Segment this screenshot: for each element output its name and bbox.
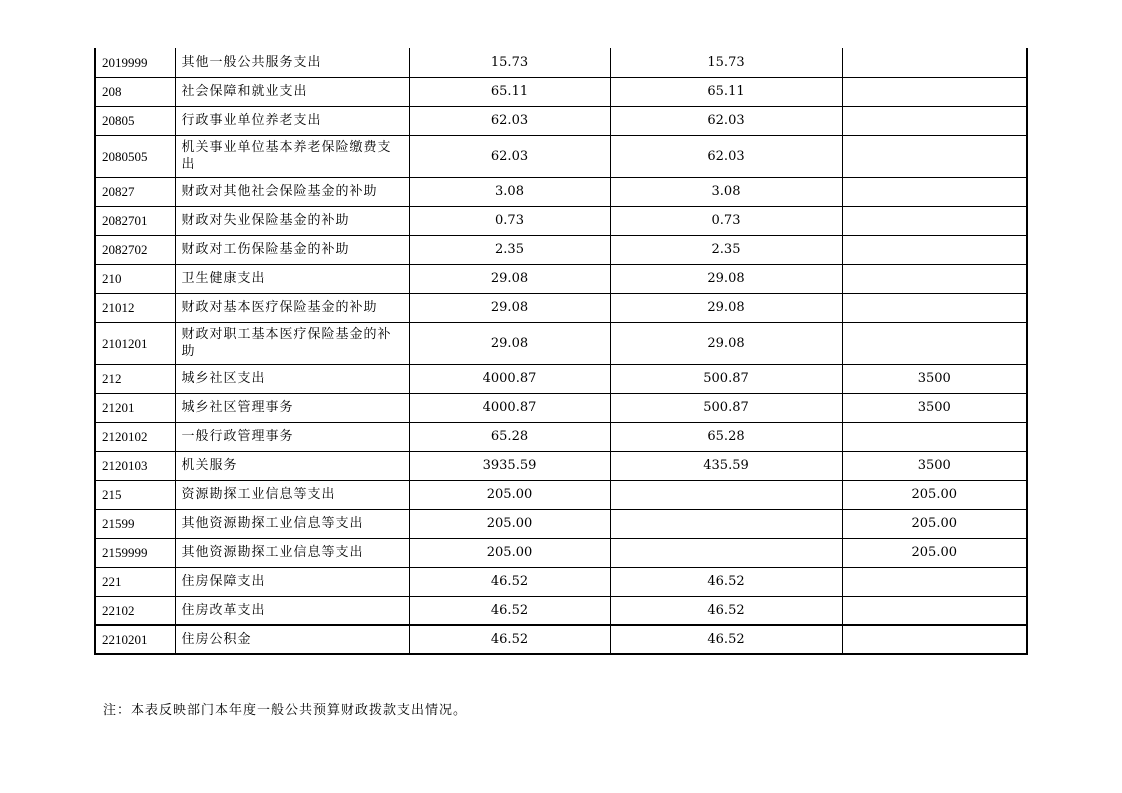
table-row	[95, 293, 1027, 322]
total-cell: 46.52	[409, 596, 610, 625]
subject-name-cell: 其他资源勘探工业信息等支出	[175, 538, 409, 567]
subject-code-cell: 2082701	[95, 206, 175, 235]
basic-expenditure-cell: 29.08	[610, 322, 842, 364]
project-expenditure-cell: 205.00	[842, 480, 1027, 509]
subject-name-cell: 卫生健康支出	[175, 264, 409, 293]
subject-name-cell: 行政事业单位养老支出	[175, 106, 409, 135]
project-expenditure-cell	[842, 48, 1027, 77]
subject-name-cell: 机关事业单位基本养老保险缴费支出	[175, 135, 409, 177]
project-expenditure-cell: 205.00	[842, 509, 1027, 538]
subject-code-cell: 2120102	[95, 422, 175, 451]
basic-expenditure-cell: 500.87	[610, 364, 842, 393]
project-expenditure-cell	[842, 567, 1027, 596]
basic-expenditure-cell	[610, 480, 842, 509]
basic-expenditure-cell: 29.08	[610, 264, 842, 293]
basic-expenditure-cell: 2.35	[610, 235, 842, 264]
subject-code-cell: 20805	[95, 106, 175, 135]
project-expenditure-cell	[842, 135, 1027, 177]
basic-expenditure-cell: 62.03	[610, 135, 842, 177]
total-cell: 205.00	[409, 480, 610, 509]
subject-name-cell: 其他一般公共服务支出	[175, 48, 409, 77]
table-row	[95, 364, 1027, 393]
subject-name-cell: 财政对失业保险基金的补助	[175, 206, 409, 235]
table-row	[95, 596, 1027, 625]
total-cell: 4000.87	[409, 364, 610, 393]
basic-expenditure-cell	[610, 538, 842, 567]
basic-expenditure-cell: 65.11	[610, 77, 842, 106]
table-row	[95, 480, 1027, 509]
budget-expenditure-table	[94, 48, 1028, 655]
table-row	[95, 451, 1027, 480]
subject-code-cell: 215	[95, 480, 175, 509]
basic-expenditure-cell: 46.52	[610, 567, 842, 596]
total-cell: 65.11	[409, 77, 610, 106]
project-expenditure-cell	[842, 322, 1027, 364]
table-row	[95, 538, 1027, 567]
subject-code-cell: 2120103	[95, 451, 175, 480]
subject-code-cell: 21201	[95, 393, 175, 422]
total-cell: 29.08	[409, 264, 610, 293]
subject-code-cell: 21599	[95, 509, 175, 538]
project-expenditure-cell	[842, 177, 1027, 206]
subject-name-cell: 财政对职工基本医疗保险基金的补助	[175, 322, 409, 364]
project-expenditure-cell	[842, 235, 1027, 264]
project-expenditure-cell: 3500	[842, 451, 1027, 480]
project-expenditure-cell	[842, 422, 1027, 451]
subject-name-cell: 财政对工伤保险基金的补助	[175, 235, 409, 264]
basic-expenditure-cell: 435.59	[610, 451, 842, 480]
table-row	[95, 135, 1027, 177]
total-cell: 205.00	[409, 538, 610, 567]
table-row	[95, 235, 1027, 264]
project-expenditure-cell	[842, 264, 1027, 293]
table-row	[95, 77, 1027, 106]
subject-name-cell: 财政对其他社会保险基金的补助	[175, 177, 409, 206]
table-row	[95, 625, 1027, 654]
table-row	[95, 206, 1027, 235]
subject-name-cell: 一般行政管理事务	[175, 422, 409, 451]
subject-code-cell: 20827	[95, 177, 175, 206]
project-expenditure-cell	[842, 77, 1027, 106]
project-expenditure-cell	[842, 206, 1027, 235]
total-cell: 65.28	[409, 422, 610, 451]
subject-code-cell: 2159999	[95, 538, 175, 567]
basic-expenditure-cell: 65.28	[610, 422, 842, 451]
subject-name-cell: 城乡社区管理事务	[175, 393, 409, 422]
subject-code-cell: 2082702	[95, 235, 175, 264]
basic-expenditure-cell: 3.08	[610, 177, 842, 206]
subject-code-cell: 2080505	[95, 135, 175, 177]
table-row	[95, 422, 1027, 451]
table-row	[95, 264, 1027, 293]
subject-code-cell: 22102	[95, 596, 175, 625]
subject-code-cell: 221	[95, 567, 175, 596]
basic-expenditure-cell: 15.73	[610, 48, 842, 77]
total-cell: 2.35	[409, 235, 610, 264]
subject-name-cell: 住房改革支出	[175, 596, 409, 625]
project-expenditure-cell: 205.00	[842, 538, 1027, 567]
table-row	[95, 509, 1027, 538]
table-row	[95, 567, 1027, 596]
total-cell: 46.52	[409, 567, 610, 596]
subject-code-cell: 208	[95, 77, 175, 106]
total-cell: 62.03	[409, 135, 610, 177]
basic-expenditure-cell: 29.08	[610, 293, 842, 322]
subject-name-cell: 资源勘探工业信息等支出	[175, 480, 409, 509]
subject-name-cell: 财政对基本医疗保险基金的补助	[175, 293, 409, 322]
total-cell: 4000.87	[409, 393, 610, 422]
subject-name-cell: 住房公积金	[175, 625, 409, 654]
subject-code-cell: 212	[95, 364, 175, 393]
total-cell: 15.73	[409, 48, 610, 77]
total-cell: 3.08	[409, 177, 610, 206]
table-footnote: 注：本表反映部门本年度一般公共预算财政拨款支出情况。	[103, 703, 468, 718]
total-cell: 3935.59	[409, 451, 610, 480]
project-expenditure-cell	[842, 596, 1027, 625]
total-cell: 62.03	[409, 106, 610, 135]
basic-expenditure-cell	[610, 509, 842, 538]
basic-expenditure-cell: 0.73	[610, 206, 842, 235]
subject-name-cell: 机关服务	[175, 451, 409, 480]
subject-name-cell: 住房保障支出	[175, 567, 409, 596]
subject-code-cell: 21012	[95, 293, 175, 322]
total-cell: 46.52	[409, 625, 610, 654]
table-row	[95, 322, 1027, 364]
subject-name-cell: 其他资源勘探工业信息等支出	[175, 509, 409, 538]
subject-name-cell: 城乡社区支出	[175, 364, 409, 393]
project-expenditure-cell	[842, 293, 1027, 322]
table-row	[95, 177, 1027, 206]
table-row	[95, 48, 1027, 77]
project-expenditure-cell: 3500	[842, 364, 1027, 393]
subject-code-cell: 2210201	[95, 625, 175, 654]
table-row	[95, 106, 1027, 135]
total-cell: 29.08	[409, 322, 610, 364]
total-cell: 29.08	[409, 293, 610, 322]
subject-code-cell: 210	[95, 264, 175, 293]
project-expenditure-cell	[842, 625, 1027, 654]
total-cell: 205.00	[409, 509, 610, 538]
total-cell: 0.73	[409, 206, 610, 235]
basic-expenditure-cell: 62.03	[610, 106, 842, 135]
basic-expenditure-cell: 46.52	[610, 625, 842, 654]
subject-code-cell: 2101201	[95, 322, 175, 364]
project-expenditure-cell: 3500	[842, 393, 1027, 422]
table-row	[95, 393, 1027, 422]
subject-name-cell: 社会保障和就业支出	[175, 77, 409, 106]
basic-expenditure-cell: 500.87	[610, 393, 842, 422]
project-expenditure-cell	[842, 106, 1027, 135]
subject-code-cell: 2019999	[95, 48, 175, 77]
basic-expenditure-cell: 46.52	[610, 596, 842, 625]
